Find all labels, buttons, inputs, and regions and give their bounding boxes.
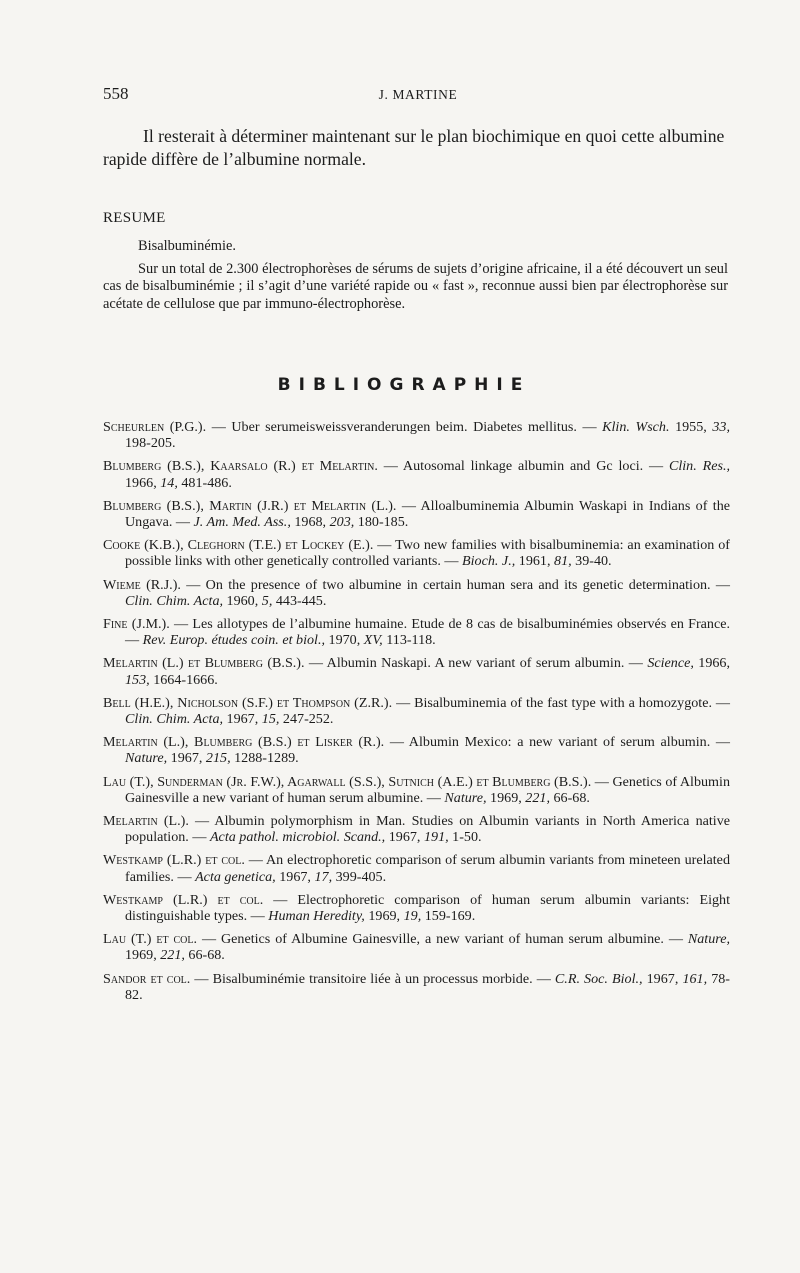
reference-pages: 481-486. [177,474,232,491]
reference-title: — Autosomal linkage albumin and Gc loci. — [377,458,669,475]
reference-journal: Clin. Chim. Acta, [125,592,224,609]
reference-entry [103,971,730,1003]
resume-text: Sur un total de 2.300 électrophorèses de sérums de sujets d’origine africaine, il a été découvert un seul cas de bisalbuminémie ; il s’agit d’une variété rapide ou « fast », reconnue aussi bien par électrophorèse sur acétate de cellulose que par immuno-électrophorèse. [103,260,728,312]
reference-entry [103,892,730,924]
page-number: 558 [103,84,129,103]
reference-journal: Clin. Chim. Acta, [125,711,224,728]
reference-journal: J. Am. Med. Ass., [193,514,291,531]
reference-authors: Fine (J.M.). [103,616,170,633]
reference-year: 1969, [125,947,161,964]
reference-volume: 153, [125,671,150,688]
closing-paragraph: Il resterait à déterminer maintenant sur le plan biochimique en quoi cette albumine rapide diffère de l’albumine normale. [103,126,725,169]
reference-pages: 198-205. [125,435,176,452]
reference-journal: Bioch. J., [462,553,516,570]
reference-volume: 221, [160,947,185,964]
reference-entry [103,734,730,766]
reference-entry [103,695,730,727]
reference-volume: 203, [329,514,355,531]
reference-pages: 399-405. [332,868,387,885]
reference-year: 1970, [325,632,364,649]
reference-journal: Nature, [125,750,168,767]
page-header [103,84,733,108]
reference-volume: 215, [205,750,231,767]
reference-journal: Acta genetica, [195,868,276,885]
reference-title: — Albumin Naskapi. A new variant of serum albumin. — [304,655,648,672]
reference-title: — Genetics of Albumin Gainesville a new variant of human serum albumine. — [125,773,730,806]
reference-pages: 247-252. [279,711,334,728]
reference-year: 1968, [290,514,330,531]
reference-volume: 221, [525,789,550,806]
reference-journal: Clin. Res., [668,458,730,475]
reference-volume: 14, [160,474,178,491]
reference-authors: Westkamp (L.R.) et col. [103,891,264,908]
resume-body [103,238,728,313]
reference-pages: 66-68. [184,947,225,964]
reference-pages: 443-445. [272,592,327,609]
reference-volume: 19, [403,908,422,925]
reference-authors: Westkamp (L.R.) et col. [103,852,245,869]
reference-pages: 1288-1289. [230,750,299,767]
reference-authors: Sandor et col. [103,970,191,987]
reference-title: — Uber serumeisweissveranderungen beim. Diabetes mellitus. — [206,419,603,435]
reference-entry [103,931,730,963]
bibliography-list [103,419,730,1010]
reference-volume: 33, [712,419,730,435]
reference-year: 1966, [125,474,161,491]
reference-journal: Nature, [444,789,487,806]
reference-authors: Wieme (R.J.). [103,576,181,593]
reference-title: — Alloalbuminemia Albumin Waskapi in Indians of the Ungava. — [125,497,731,531]
reference-journal: Nature, [687,931,730,948]
reference-volume: 81, [554,553,572,570]
reference-volume: 191, [423,829,449,846]
reference-title: — Genetics of Albumine Gainesville, a new variant of human serum albumine. — [197,931,688,948]
reference-entry [103,537,730,569]
reference-journal: C.R. Soc. Biol., [554,970,643,987]
reference-entry [103,655,730,687]
reference-year: 1960, [223,592,262,609]
reference-title: — Les allotypes de l’albumine humaine. Etude de 8 cas de bisalbuminémies observés en France. — [125,616,731,649]
reference-journal: Klin. Wsch. [602,419,670,435]
reference-authors: Blumberg (B.S.), Martin (J.R.) et Melartin (L.). [103,497,397,514]
running-head: J. MARTINE [378,87,458,102]
reference-year: 1967, [642,970,683,987]
reference-pages: 1-50. [448,829,482,846]
reference-title: — Albumin Mexico: a new variant of serum albumin. — [384,734,730,751]
reference-volume: XV, [363,632,383,649]
reference-entry [103,813,730,845]
reference-entry [103,852,730,884]
reference-journal: Acta pathol. microbiol. Scand., [209,829,386,846]
reference-title: — Albumin polymorphism in Man. Studies on Albumin variants in North America native population. — [125,813,730,846]
reference-year: 1967, [167,750,206,767]
reference-year: 1967, [223,711,262,728]
reference-year: 1969, [486,789,526,806]
reference-pages: 66-68. [549,789,590,806]
reference-pages: 39-40. [571,553,612,570]
reference-year: 1969, [364,908,404,925]
reference-journal: Science, [647,655,694,672]
reference-title: — Electrophoretic comparison of human serum albumin variants: Eight distinguishable types. — [125,891,730,925]
reference-volume: 15, [261,711,280,728]
resume-keyword: Bisalbuminémie. [138,238,236,254]
reference-authors: Melartin (L.) et Blumberg (B.S.). [103,655,305,672]
reference-pages: 180-185. [354,514,409,531]
reference-year: 1967, [275,868,315,885]
reference-year: 1955, [669,419,713,435]
bibliography-heading: BIBLIOGRAPHIE [277,375,531,395]
reference-entry [103,774,730,806]
reference-pages: 1664-1666. [149,671,218,688]
reference-entry [103,498,730,530]
reference-title: — Bisalbuminémie transitoire liée à un processus morbide. — [190,970,555,987]
reference-authors: Melartin (L.), Blumberg (B.S.) et Lisker (R.). [103,734,385,751]
reference-authors: Blumberg (B.S.), Kaarsalo (R.) et Melartin. [103,458,378,475]
reference-journal: Rev. Europ. études coin. et biol., [142,632,326,649]
reference-title: — An electrophoretic comparison of serum albumin variants from mineteen urelated families. — [125,852,730,885]
reference-title: — Two new families with bisalbuminemia: an examination of possible links with other genetically controlled variants. — [125,537,730,570]
reference-entry [103,577,730,609]
resume-heading: RESUME [103,210,166,226]
reference-title: — Bisalbuminemia of the fast type with a homozygote. — [392,694,731,711]
reference-volume: 5, [261,592,273,609]
reference-year: 1967, [385,829,424,846]
reference-entry [103,419,730,451]
reference-pages: 113-118. [382,632,436,649]
reference-volume: 161, [682,970,708,987]
reference-authors: Cooke (K.B.), Cleghorn (T.E.) et Lockey (E.). [103,537,374,554]
reference-title: — On the presence of two albumine in certain human sera and its genetic determination. — [180,576,730,593]
reference-authors: Scheurlen (P.G.). [103,419,207,435]
reference-authors: Lau (T.), Sunderman (Jr. F.W.), Agarwall (S.S.), Sutnich (A.E.) et Blumberg (B.S.). [103,773,592,790]
reference-entry [103,458,730,490]
reference-journal: Human Heredity, [268,908,365,925]
reference-entry [103,616,730,648]
reference-year: 1966, [693,655,730,672]
reference-authors: Lau (T.) et col. [103,931,198,948]
reference-volume: 17, [314,868,333,885]
reference-year: 1961, [515,553,555,570]
reference-authors: Melartin (L.). [103,813,189,830]
reference-pages: 78-82. [125,970,730,1003]
reference-pages: 159-169. [421,908,476,925]
reference-authors: Bell (H.E.), Nicholson (S.F.) et Thompson (Z.R.). [103,694,393,711]
